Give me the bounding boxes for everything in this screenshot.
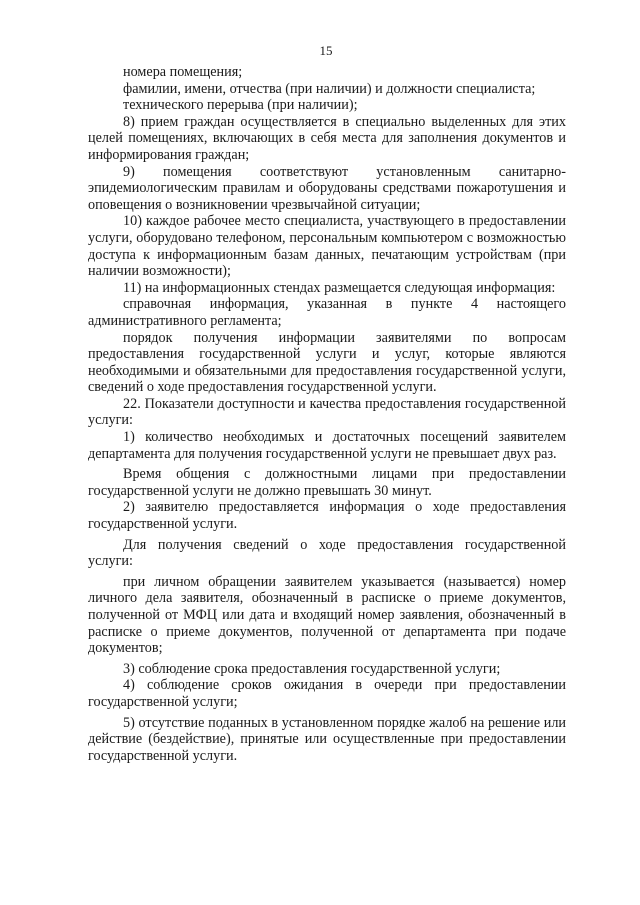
- paragraph-technical-break: технического перерыва (при наличии);: [123, 97, 358, 114]
- paragraph-section-22: 22. Показатели доступности и качества предоставления государственной услуги:: [88, 395, 566, 429]
- paragraph-indicator-4: 4) соблюдение сроков ожидания в очереди при предоставлении государственной услуги;: [88, 677, 566, 710]
- paragraph-info-procedure: порядок получения информации заявителями по вопросам предоставления государственной услуги и услуг, которые являются необходимыми и обязательными для предоставления государственной услуги, сведений о ходе предоставления государственной услуги.: [88, 329, 566, 396]
- paragraph-communication-time: Время общения с должностными лицами при предоставлении государственной услуги не должно превышать 30 минут.: [88, 466, 566, 499]
- page-number: 15: [319, 43, 333, 58]
- paragraph-status-info-intro: Для получения сведений о ходе предоставления государственной услуги:: [88, 536, 566, 570]
- paragraph-room-number: номера помещения;: [123, 64, 243, 80]
- document-body: [88, 64, 566, 764]
- paragraph-reference-info: справочная информация, указанная в пункте 4 настоящего административного регламента;: [88, 296, 566, 329]
- paragraph-item-11: 11) на информационных стендах размещается следующая информация:: [123, 279, 556, 296]
- paragraph-indicator-3: 3) соблюдение срока предоставления государственной услуги;: [123, 660, 501, 677]
- paragraph-personal-visit: при личном обращении заявителем указывается (называется) номер личного дела заявителя, обозначенный в расписке о приеме документов, полученной от МФЦ или дата и входящий номер заявления, обозначенный в расписке о приеме документов, полученной от департамента при подаче документов;: [88, 573, 566, 657]
- paragraph-item-9: 9) помещения соответствуют установленным санитарно-эпидемиологическим правилам и оборудованы средствами пожаротушения и оповещения о возникновении чрезвычайной ситуации;: [88, 163, 566, 213]
- paragraph-indicator-5: 5) отсутствие поданных в установленном порядке жалоб на решение или действие (бездействие), принятые или осуществленные при предоставлении государственной услуги.: [88, 714, 566, 764]
- paragraph-item-8: 8) прием граждан осуществляется в специально выделенных для этих целей помещениях, включающих в себя места для заполнения документов и информирования граждан;: [88, 113, 566, 163]
- paragraph-indicator-2: 2) заявителю предоставляется информация о ходе предоставления государственной услуги.: [88, 499, 566, 533]
- paragraph-item-10: 10) каждое рабочее место специалиста, участвующего в предоставлении услуги, оборудовано телефоном, персональным компьютером с возможностью доступа к информационным базам данных, печатающим устройствам (при наличии возможности);: [88, 213, 566, 280]
- paragraph-indicator-1: 1) количество необходимых и достаточных посещений заявителем департамента для получения государственной услуги не превышает двух раз.: [88, 429, 566, 462]
- paragraph-specialist-name: фамилии, имени, отчества (при наличии) и должности специалиста;: [123, 80, 536, 97]
